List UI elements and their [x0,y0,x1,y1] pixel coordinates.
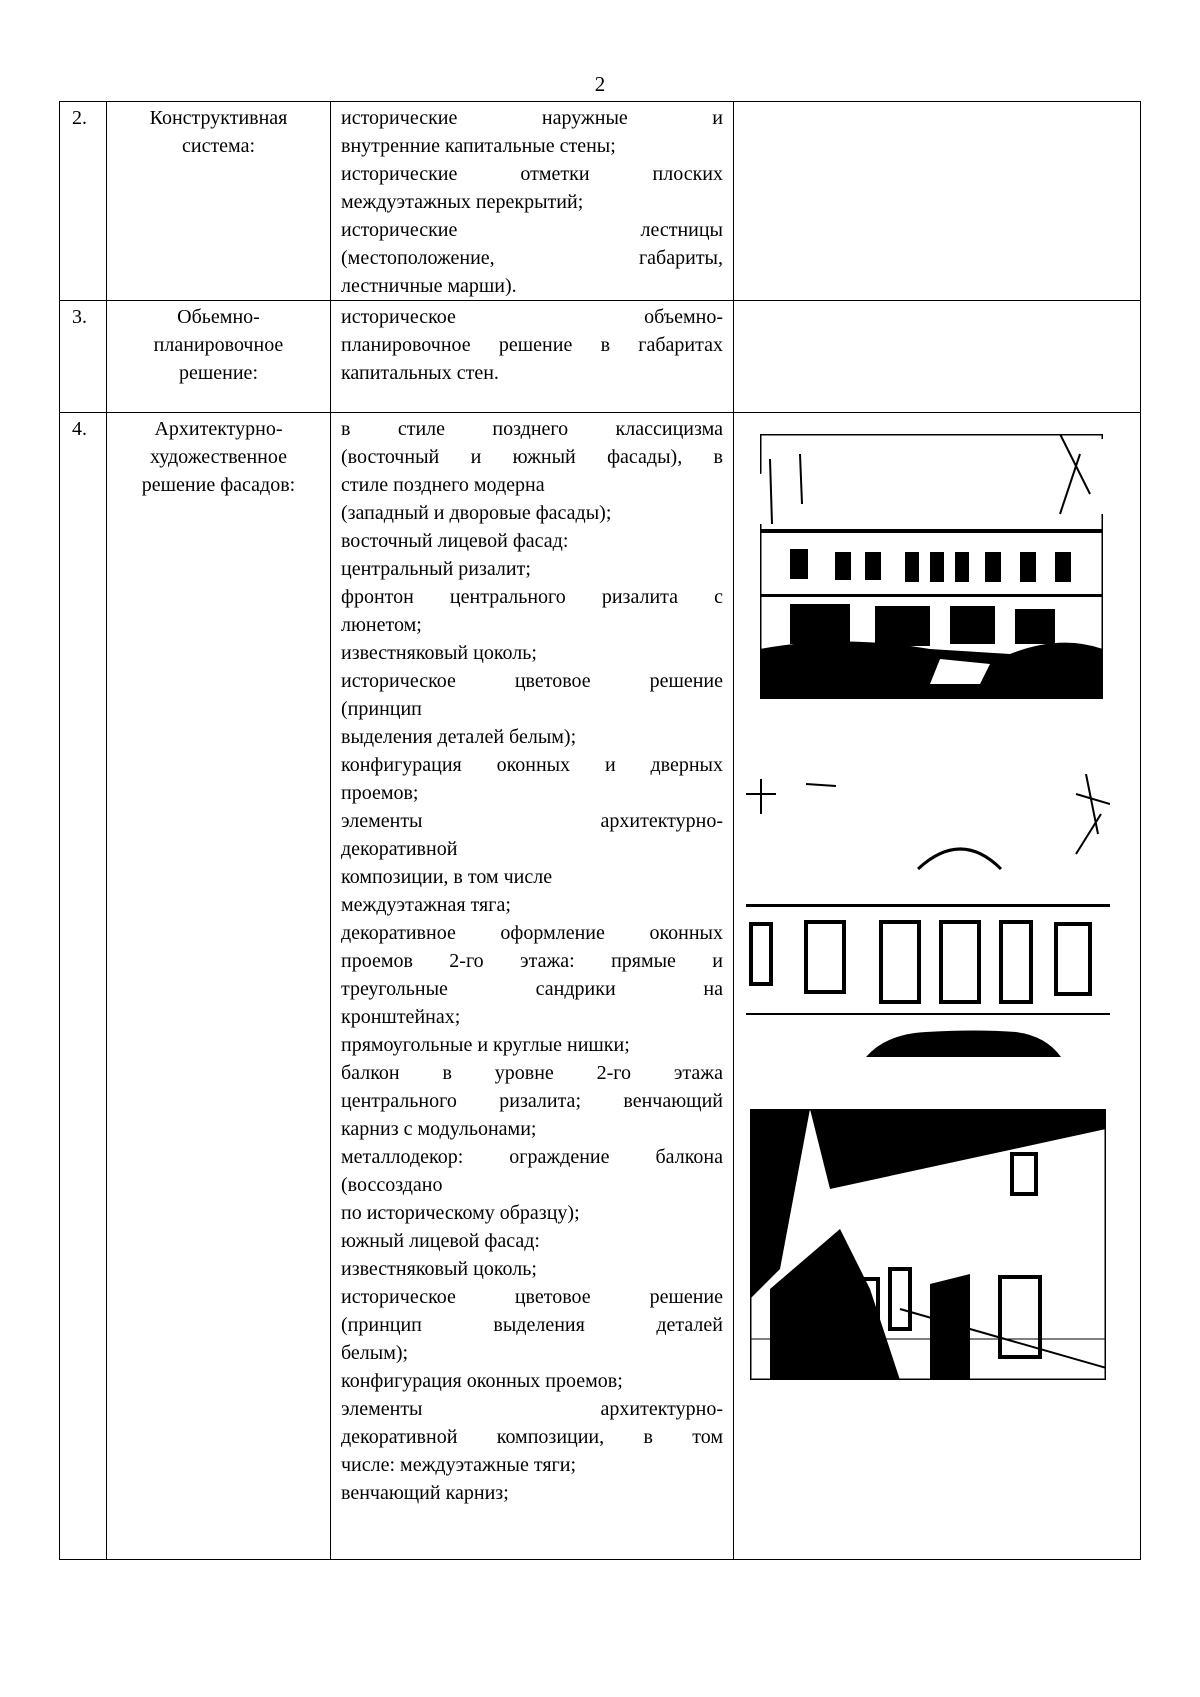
description-line: лестничные марши). [341,275,517,297]
row-number: 4. [60,413,107,1560]
row-description [331,413,734,1560]
description-line: белым); [341,1342,409,1364]
description-line: венчающий карниз; [341,1482,509,1504]
south-facade-photo [750,1109,1106,1380]
row-name-line: Архитектурно- [154,418,283,440]
description-line: кронштейнах; [341,1006,461,1028]
description-line: исторические лестницы [341,219,723,241]
description-line: восточный лицевой фасад: [341,530,569,552]
row-illustration-cell [734,102,1141,301]
row-name-line: система: [181,135,256,157]
row-name [107,102,331,301]
description-line: известняковый цоколь; [341,642,537,664]
row-illustration-cell [734,301,1141,413]
description-line: элементы архитектурно- [341,1398,723,1420]
description-line: капитальных стен. [341,362,499,384]
facade-features-table [59,101,1141,1560]
description-line: планировочное решение в габаритах [341,334,723,356]
row-name-line: решение: [179,362,258,384]
description-line: (местоположение, габариты, [341,247,723,269]
description-line: декоративной композиции, в том [341,1426,723,1448]
description-line: центрального ризалита; венчающий [341,1090,723,1112]
description-line: выделения деталей белым); [341,726,577,748]
description-line: по историческому образцу); [341,1202,580,1224]
row-name-line: Конструктивная [149,107,288,129]
description-line: историческое объемно- [341,306,723,328]
table-row [60,301,1141,413]
description-line: композиции, в том числе [341,866,553,888]
description-line: (восточный и южный фасады), в [341,446,723,468]
row-name [107,413,331,1560]
description-line: металлодекор: ограждение балкона [341,1146,723,1168]
description-line: прямоугольные и круглые нишки; [341,1034,630,1056]
row-description [331,301,734,413]
description-line: элементы архитектурно- [341,810,723,832]
description-line: внутренние капитальные стены; [341,135,616,157]
row-name-line: художественное [150,446,287,468]
description-line: (принцип [341,698,422,720]
description-line: люнетом; [341,614,422,636]
description-line: исторические отметки плоских [341,163,723,185]
row-description [331,102,734,301]
description-line: центральный ризалит; [341,558,531,580]
description-line: стиле позднего модерна [341,474,545,496]
row-number: 3. [60,301,107,413]
description-line: карниз с модульонами; [341,1118,537,1140]
description-line: исторические наружные и [341,107,723,129]
description-line: конфигурация оконных и дверных [341,754,723,776]
description-line: фронтон центрального ризалита с [341,586,723,608]
description-line: декоративной [341,838,458,860]
row-name-line: решение фасадов: [141,474,296,496]
description-line: декоративное оформление оконных [341,922,723,944]
table-row [60,413,1141,1560]
description-line: междуэтажных перекрытий; [341,191,584,213]
page-number: 2 [594,72,606,96]
row-name [107,301,331,413]
description-line: (воссоздано [341,1174,443,1196]
description-line: конфигурация оконных проемов; [341,1370,623,1392]
description-line: числе: междуэтажные тяги; [341,1454,576,1476]
description-line: балкон в уровне 2-го этажа [341,1062,723,1084]
row-name-line: Обьемно- [177,306,260,328]
description-line: в стиле позднего классицизма [341,418,723,440]
description-line: проемов 2-го этажа: прямые и [341,950,723,972]
row-number: 2. [60,102,107,301]
description-line: междуэтажная тяга; [341,894,511,916]
facade-photos-cell [734,413,1141,1560]
description-line: (принцип выделения деталей [341,1314,723,1336]
description-line: историческое цветовое решение [341,1286,723,1308]
description-line: южный лицевой фасад: [341,1230,540,1252]
description-line: (западный и дворовые фасады); [341,502,612,524]
description-line: известняковый цоколь; [341,1258,537,1280]
description-line: историческое цветовое решение [341,670,723,692]
row-name-line: планировочное [153,334,284,356]
central-risalit-photo [746,774,1110,1057]
description-line: проемов; [341,782,419,804]
table-row [60,102,1141,301]
description-line: треугольные сандрики на [341,978,723,1000]
east-facade-photo [760,434,1103,699]
